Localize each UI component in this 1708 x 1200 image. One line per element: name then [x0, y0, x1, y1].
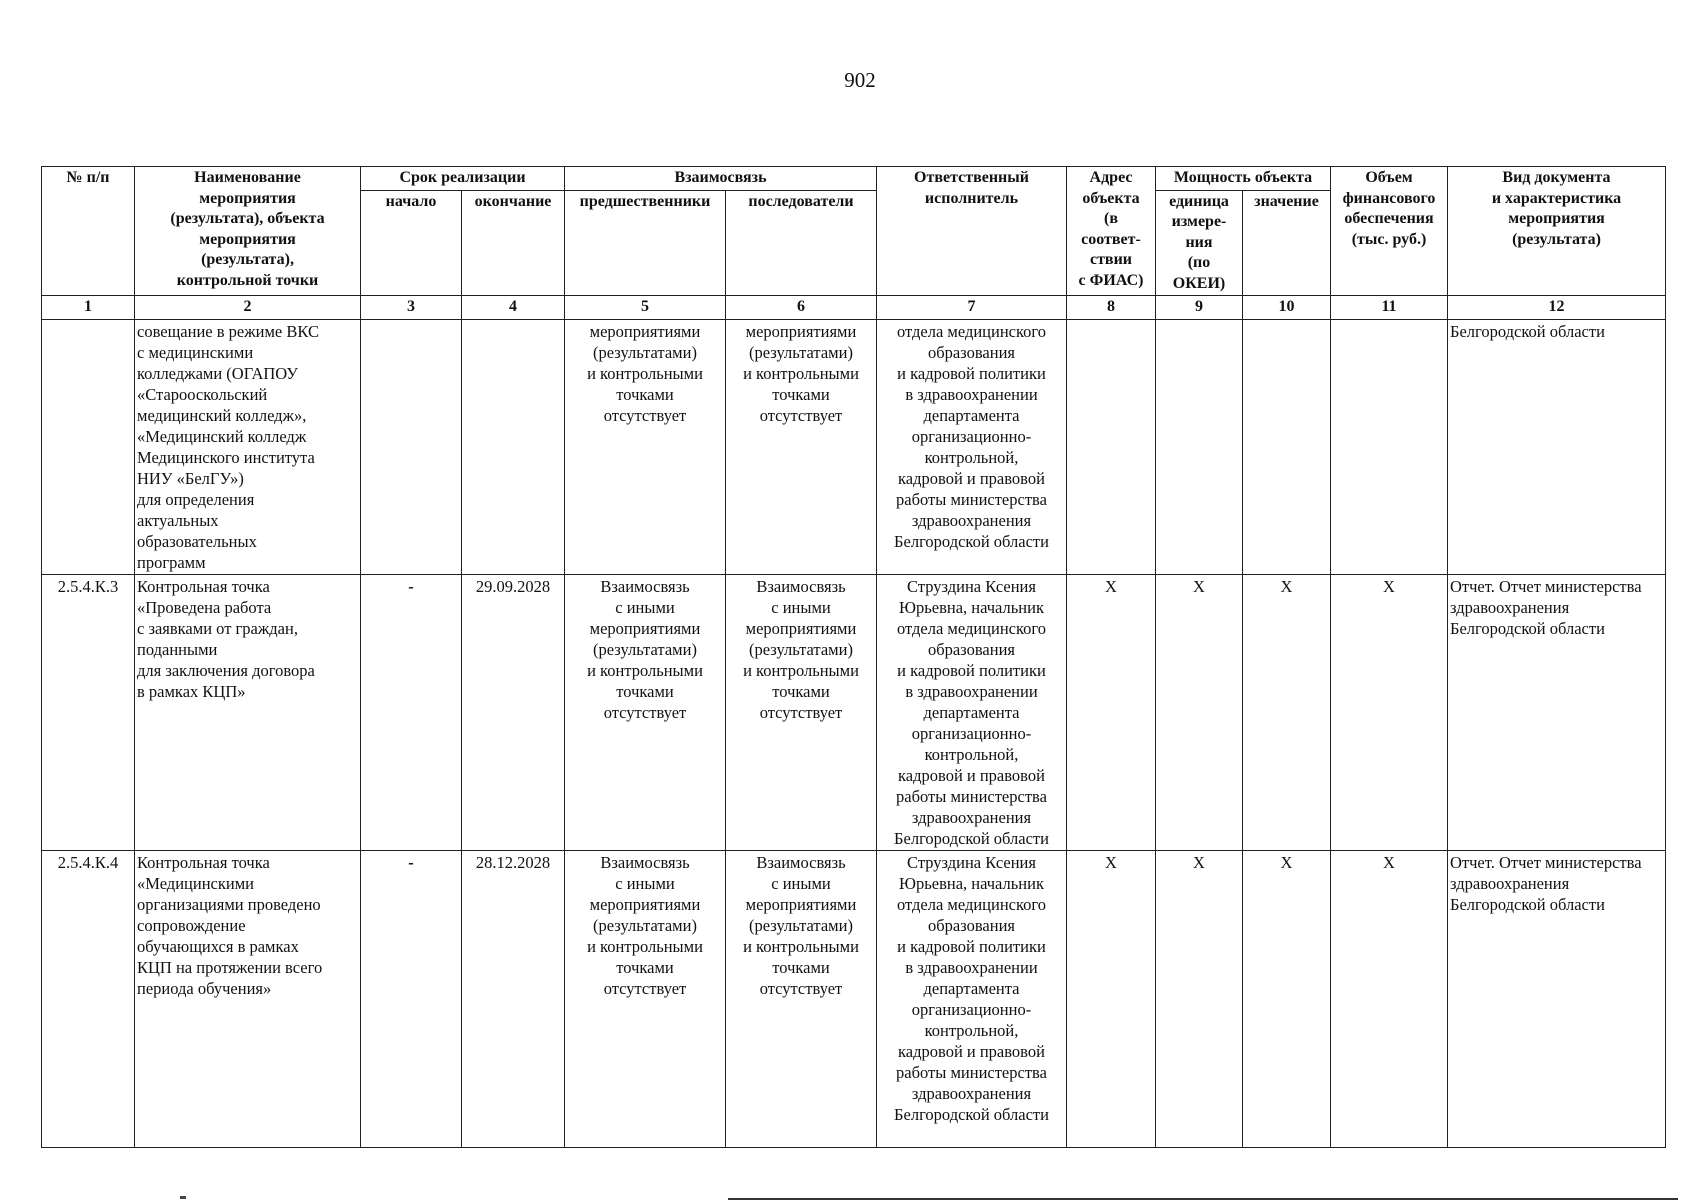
row-name: Контрольная точка «Медицинскими организациями проведено сопровождение обучающихся в рамках КЦП на протяжении всего периода обучения»	[135, 850, 361, 1147]
row-name: совещание в режиме ВКС с медицинскими колледжами (ОГАПОУ «Старооскольский медицинский колледж», «Медицинский колледж Медицинского института НИУ «БелГУ») для определения актуальных образовательных программ	[135, 319, 361, 574]
row-address	[1067, 319, 1156, 574]
row-pred: Взаимосвязь с иными мероприятиями (результатами) и контрольными точками отсутствует	[565, 574, 726, 850]
row-doc: Отчет. Отчет министерства здравоохранения Белгородской области	[1448, 850, 1666, 1147]
header-doc: Вид документа и характеристика мероприятия (результата)	[1448, 167, 1666, 296]
header-executor: Ответственный исполнитель	[877, 167, 1067, 296]
column-number: 12	[1448, 296, 1666, 320]
row-pred: Взаимосвязь с иными мероприятиями (результатами) и контрольными точками отсутствует	[565, 850, 726, 1147]
row-end: 28.12.2028	[462, 850, 565, 1147]
header-term-end: окончание	[462, 190, 565, 296]
column-number-row	[42, 296, 1666, 320]
header-name: Наименование мероприятия (результата), объекта мероприятия (результата), контрольной точки	[135, 167, 361, 296]
column-number: 7	[877, 296, 1067, 320]
header-finance: Объем финансового обеспечения (тыс. руб.)	[1331, 167, 1448, 296]
row-doc: Белгородской области	[1448, 319, 1666, 574]
header-link: Взаимосвязь	[565, 167, 877, 191]
column-number: 2	[135, 296, 361, 320]
table-row	[42, 850, 1666, 1147]
header-capacity: Мощность объекта	[1156, 167, 1331, 191]
header-term: Срок реализации	[361, 167, 565, 191]
row-num	[42, 319, 135, 574]
column-number: 3	[361, 296, 462, 320]
header-num: № п/п	[42, 167, 135, 296]
header-capacity-value: значение	[1243, 190, 1331, 296]
row-value: X	[1243, 850, 1331, 1147]
row-executor: Струздина Ксения Юрьевна, начальник отдела медицинского образования и кадровой политики в здравоохранении департамента организационно- контрольной, кадровой и правовой работы министерства здравоохранения Белгородской области	[877, 574, 1067, 850]
row-address: X	[1067, 574, 1156, 850]
column-number: 9	[1156, 296, 1243, 320]
row-succ: Взаимосвязь с иными мероприятиями (результатами) и контрольными точками отсутствует	[726, 574, 877, 850]
row-doc: Отчет. Отчет министерства здравоохранения Белгородской области	[1448, 574, 1666, 850]
row-pred: мероприятиями (результатами) и контрольными точками отсутствует	[565, 319, 726, 574]
row-finance	[1331, 319, 1448, 574]
column-number: 10	[1243, 296, 1331, 320]
header-address: Адрес объекта (в соответ- ствии с ФИАС)	[1067, 167, 1156, 296]
column-number: 5	[565, 296, 726, 320]
row-start: -	[361, 574, 462, 850]
row-end	[462, 319, 565, 574]
row-start	[361, 319, 462, 574]
row-address: X	[1067, 850, 1156, 1147]
row-end: 29.09.2028	[462, 574, 565, 850]
header-link-succ: последователи	[726, 190, 877, 296]
table-row	[42, 319, 1666, 574]
row-succ: мероприятиями (результатами) и контрольными точками отсутствует	[726, 319, 877, 574]
row-unit: X	[1156, 850, 1243, 1147]
row-executor: Струздина Ксения Юрьевна, начальник отдела медицинского образования и кадровой политики в здравоохранении департамента организационно- контрольной, кадровой и правовой работы министерства здравоохранения Белгородской области	[877, 850, 1067, 1147]
column-number: 1	[42, 296, 135, 320]
footer-mark	[180, 1196, 186, 1199]
row-num: 2.5.4.К.3	[42, 574, 135, 850]
row-value	[1243, 319, 1331, 574]
header-row-1	[42, 167, 1666, 191]
plan-table	[41, 166, 1666, 1148]
row-unit	[1156, 319, 1243, 574]
row-start: -	[361, 850, 462, 1147]
row-executor: отдела медицинского образования и кадровой политики в здравоохранении департамента организационно- контрольной, кадровой и правовой работы министерства здравоохранения Белгородской области	[877, 319, 1067, 574]
row-name: Контрольная точка «Проведена работа с заявками от граждан, поданными для заключения договора в рамках КЦП»	[135, 574, 361, 850]
row-unit: X	[1156, 574, 1243, 850]
header-term-start: начало	[361, 190, 462, 296]
row-num: 2.5.4.К.4	[42, 850, 135, 1147]
header-capacity-unit: единица измере- ния (по ОКЕИ)	[1156, 190, 1243, 296]
column-number: 8	[1067, 296, 1156, 320]
column-number: 11	[1331, 296, 1448, 320]
row-succ: Взаимосвязь с иными мероприятиями (результатами) и контрольными точками отсутствует	[726, 850, 877, 1147]
column-number: 4	[462, 296, 565, 320]
row-finance: X	[1331, 574, 1448, 850]
row-finance: X	[1331, 850, 1448, 1147]
table-row	[42, 574, 1666, 850]
page-number: 902	[844, 68, 876, 92]
row-value: X	[1243, 574, 1331, 850]
header-link-pred: предшественники	[565, 190, 726, 296]
column-number: 6	[726, 296, 877, 320]
